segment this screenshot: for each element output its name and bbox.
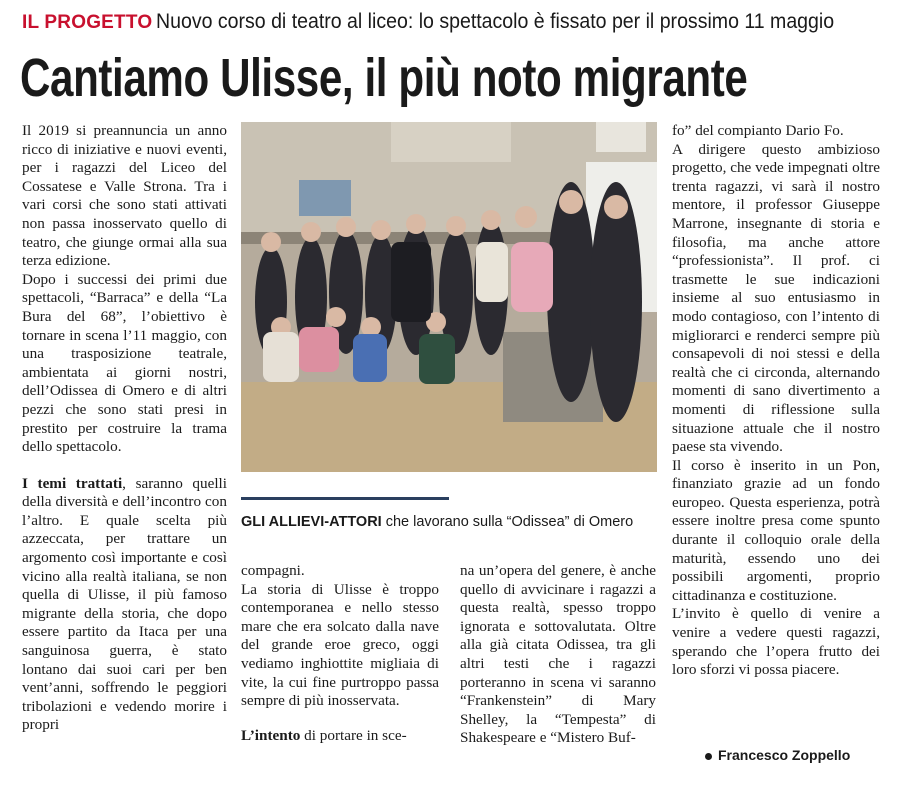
paragraph: La storia di Ulisse è troppo contemporanea e nello stesso mare che era solcato dalla nave del grande eroe greco, oggi vediamo inghiottite migliaia di vite, la cui fine purtroppo passa sempre di più inosservata. [241, 580, 439, 710]
article-column-4 [672, 122, 880, 680]
article-column-2 [241, 562, 439, 745]
paragraph: compagni. [241, 562, 305, 579]
paragraph [22, 475, 227, 735]
header-row [22, 10, 892, 42]
subheadline: Nuovo corso di teatro al liceo: lo spettacolo è fissato per il prossimo 11 maggio [156, 10, 835, 33]
group-photo [241, 122, 657, 472]
caption-rule [241, 497, 449, 500]
paragraph-body: di portare in sce- [300, 726, 407, 744]
paragraph-lead: I temi trattati [22, 474, 123, 492]
paragraph [241, 727, 439, 746]
paragraph: L’invito è quello di venire a venire a vedere questi ragazzi, sperando che l’opera frutto dei loro sforzi vi possa piacere. [672, 605, 880, 679]
paragraph-body: , saranno quelli della diversità e dell’incontro con l’altro. E quale scelta più azzeccata, per trattare un argomento così importante e così vicino alla realtà italiana, se non quella di Ulisse, il più famoso migrante della storia, che dopo essere partito da Itaca per una sanguinosa guerra, è stato lontano dai suoi cari per ben vent’anni, soffrendo le peggiori tribolazioni e vedendo morire i propri [22, 474, 227, 734]
paragraph: fo” del compianto Dario Fo. [672, 122, 844, 139]
author-name: Francesco Zoppello [718, 747, 851, 763]
paragraph: na un’opera del genere, è anche quello di avvicinare i ragazzi a questa realtà, spesso troppo ignorata e sottovalutata. Oltre alla già citata Odissea, tra gli altri testi che i ragazzi porteranno in scena vi saranno “Frankenstein” di Mary Shelley, la “Tempesta” di Shakespeare e “Mistero Buf- [460, 562, 656, 747]
byline [705, 747, 885, 763]
bullet-icon [705, 753, 712, 760]
caption-lead: GLI ALLIEVI-ATTORI [241, 514, 382, 530]
classroom-photo-illustration [241, 122, 657, 472]
section-kicker: IL PROGETTO [22, 12, 153, 33]
article-column-1 [22, 122, 227, 735]
paragraph: Il corso è inserito in un Pon, finanziato grazie ad un fondo europeo. Questa esperienza, potrà essere inoltre presa come spunto durante il colloquio orale della maturità, essendo uno dei possibili argomenti, proprio cittadinanza e costituzione. [672, 456, 880, 604]
headline: Cantiamo Ulisse, il più noto migrante [20, 48, 748, 108]
paragraph: A dirigere questo ambizioso progetto, che vede impegnati oltre trenta ragazzi, vi sarà il nostro mentore, il professor Giuseppe Marrone, insegnante di storia e filosofia, ma anche attore “professionista”. Il prof. ci trasmette le sue indicazioni insieme al suo entusiasmo in modo contagioso, con l’intento di migliorarci e renderci sempre più consapevoli di noi stessi e della realtà che ci circonda, alternando momenti di sano divertimento a momenti di riflessione sulla situazione attuale che il nostro paese sta vivendo. [672, 140, 880, 456]
paragraph: Dopo i successi dei primi due spettacoli, “Barraca” e della “La Bura del 68”, l’obiettivo è tornare in scena l’11 maggio, con una trasposizione teatrale, ambientata ai giorni nostri, dell’Odissea di Omero e di altri pezzi che sono stati presi in prestito per costruire la trama dello spettacolo. [22, 270, 227, 456]
photo-caption [241, 514, 661, 530]
caption-text: che lavorano sulla “Odissea” di Omero [381, 514, 634, 530]
paragraph-lead: L’intento [241, 726, 301, 744]
paragraph: Il 2019 si preannuncia un anno ricco di iniziative e nuovi eventi, per i ragazzi del Liceo del Cossatese e Valle Strona. Tra i vari corsi che sono stati attivati non passa inosservato quello di teatro, che giunge ormai alla sua terza edizione. [22, 122, 227, 270]
article-column-3 [460, 562, 656, 748]
